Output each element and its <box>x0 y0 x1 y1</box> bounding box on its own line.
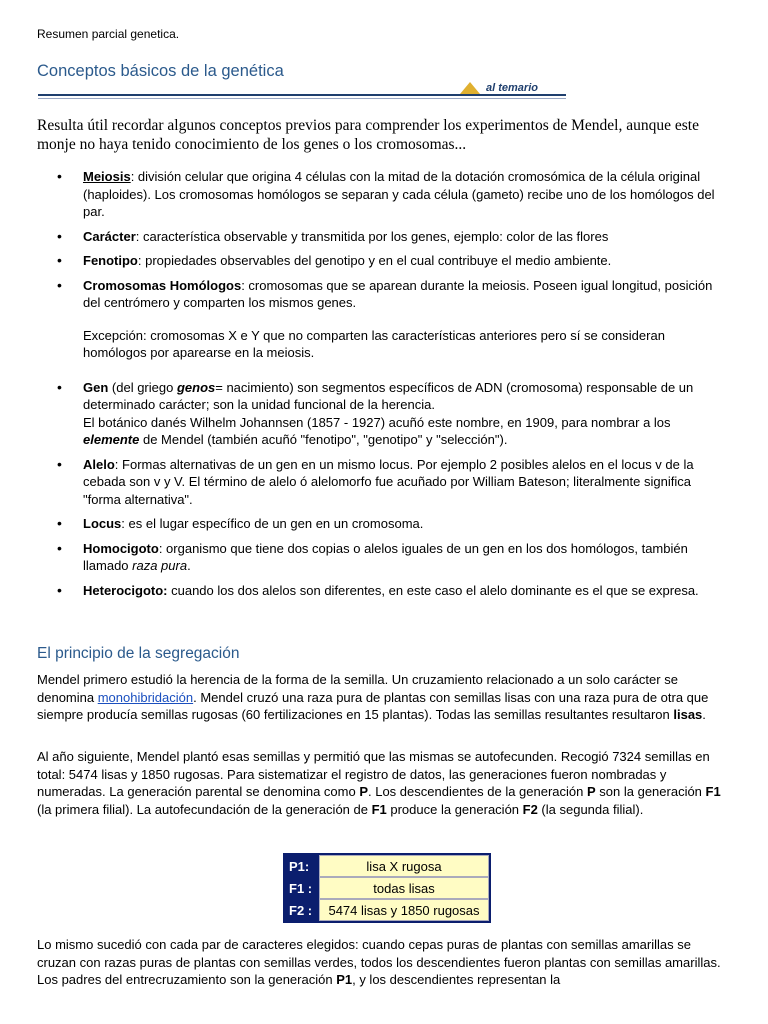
concepts-list <box>37 168 727 606</box>
list-item <box>37 228 727 246</box>
term-heterocigoto: Heterocigoto: <box>83 582 168 598</box>
exception-note: Excepción: cromosomas X e Y que no comparten las características anteriores pero sí se consideran homólogos por aparearse en la meiosis. <box>83 327 665 360</box>
term-gen: Gen <box>83 379 109 395</box>
monohibridacion-link[interactable]: monohibridación <box>97 689 194 705</box>
raza-pura-word: raza pura <box>132 558 188 573</box>
triangle-icon <box>460 82 480 94</box>
definition-text: (del griego <box>108 379 177 395</box>
term-meiosis: Meiosis <box>83 169 131 184</box>
term-cromosomas-homologos: Cromosomas Homólogos <box>83 277 242 293</box>
section-divider <box>38 94 566 99</box>
elemente-word: elemente <box>83 432 140 447</box>
definition-text: . <box>187 558 191 573</box>
definition-text: : propiedades observables del genotipo y en el cual contribuye el medio ambiente. <box>137 253 612 268</box>
generation-value: todas lisas <box>319 877 489 899</box>
generation-value: lisa X rugosa <box>319 855 489 877</box>
list-item <box>37 379 727 449</box>
genos-word: genos <box>176 379 216 395</box>
generation-table <box>283 853 491 923</box>
generation-label: F2 : <box>285 899 319 921</box>
paragraph-monohibridacion: Mendel primero estudió la herencia de la forma de la semilla. Un cruzamiento relacionado a un solo carácter se denomina monohibridación. Mendel cruzó una raza pura de plantas con semillas lisas con una raza pura de otra que siempre producía semillas rugosas (60 fertilizaciones en 15 plantas). Todas las semillas resultantes resultaron lisas. <box>37 672 709 722</box>
generation-label: F1 : <box>285 877 319 899</box>
list-item <box>37 277 727 362</box>
list-item <box>37 540 727 575</box>
al-temario-link[interactable] <box>460 81 538 95</box>
definition-text: El botánico danés Wilhelm Johannsen (1857 - 1927) acuñó este nombre, en 1909, para nombrar a los <box>83 414 671 430</box>
term-homocigoto: Homocigoto <box>83 540 159 556</box>
table-row <box>285 877 489 899</box>
table-row <box>285 899 489 921</box>
definition-text: cuando los dos alelos son diferentes, en este caso el alelo dominante es el que se expresa. <box>167 582 699 598</box>
definition-text: : organismo que tiene dos copias o alelos iguales de un gen en los dos homólogos, también llamado <box>83 540 688 573</box>
paragraph-generaciones: Al año siguiente, Mendel plantó esas semillas y permitió que las mismas se autofecunden. Recogió 7324 semillas en total: 5474 lisas y 1850 rugosas. Para sistematizar el registro de datos, las generaciones fueron nombradas y numeradas. La generación parental se denomina como P. Los descendientes de la generación P son la generación F1 (la primera filial). La autofecundación de la generación de F1 produce la generación F2 (la segunda filial). <box>37 749 721 817</box>
definition-text: de Mendel (también acuñó "fenotipo", "genotipo" y "selección"). <box>139 432 508 447</box>
term-caracter: Carácter <box>83 228 136 244</box>
table-row <box>285 855 489 877</box>
list-item <box>37 168 727 221</box>
list-item <box>37 252 727 270</box>
intro-paragraph: Resulta útil recordar algunos conceptos previos para comprender los experimentos de Mendel, aunque este monje no haya tenido conocimiento de los genes o los cromosomas... <box>37 117 699 153</box>
document-summary-title: Resumen parcial genetica. <box>37 27 180 41</box>
definition-text: = nacimiento) son segmentos específicos de ADN (cromosoma) responsable de un determinado carácter; son la unidad funcional de la herencia. <box>83 379 694 412</box>
paragraph-amarillas: Lo mismo sucedió con cada par de caracteres elegidos: cuando cepas puras de plantas con semillas amarillas se cruzan con razas puras de plantas con semillas verdes, todos los descendientes fueron plantas con semillas amarillas. Los padres del entrecruzamiento son la generación P1, y los descendientes representan la <box>37 937 721 987</box>
list-item <box>37 582 727 600</box>
definition-text: : división celular que origina 4 células con la mitad de la dotación cromosómica de la célula original (haploides). Los cromosomas homólogos se separan y cada célula (gameto) recibe uno de los homólogos del par. <box>83 169 715 219</box>
generation-label: P1: <box>285 855 319 877</box>
term-locus: Locus <box>83 516 122 531</box>
list-item <box>37 515 727 533</box>
section-heading-conceptos: Conceptos básicos de la genética <box>37 62 284 80</box>
generation-value: 5474 lisas y 1850 rugosas <box>319 899 489 921</box>
section-heading-segregacion: El principio de la segregación <box>37 645 240 662</box>
definition-text: : es el lugar específico de un gen en un cromosoma. <box>121 516 424 531</box>
definition-text: : cromosomas que se aparean durante la meiosis. Poseen igual longitud, posición del centrómero y comparten los mismos genes. <box>83 277 713 310</box>
term-alelo: Alelo <box>83 456 115 472</box>
al-temario-label: al temario <box>486 82 538 94</box>
list-item <box>37 456 727 509</box>
term-fenotipo: Fenotipo <box>83 253 138 268</box>
definition-text: : Formas alternativas de un gen en un mismo locus. Por ejemplo 2 posibles alelos en el locus v de la cebada son v y V. El término de alelo ó alelomorfo fue acuñado por William Bateson; literalmente significa "forma alternativa". <box>83 456 694 507</box>
definition-text: : característica observable y transmitida por los genes, ejemplo: color de las flores <box>135 228 609 244</box>
